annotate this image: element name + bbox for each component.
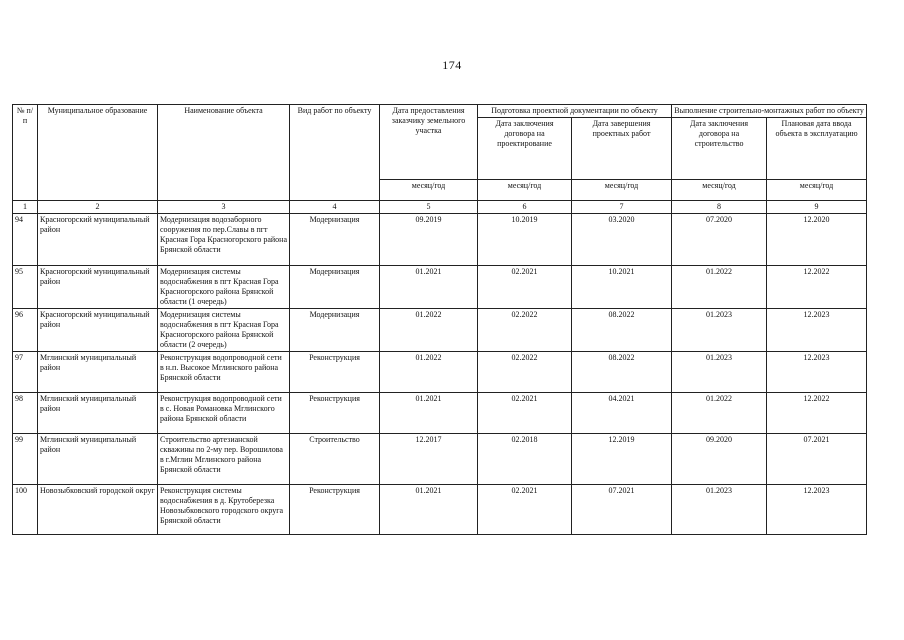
row-design-end: 04.2021 (572, 393, 672, 434)
column-number: 1 (13, 201, 38, 214)
header-municipality: Муниципальное образование (38, 105, 158, 201)
column-number: 6 (478, 201, 572, 214)
row-num: 97 (13, 352, 38, 393)
row-object-name: Модернизация водозаборного сооружения по пер.Славы в пгт Красная Гора Красногорского района Брянской области (158, 214, 290, 266)
unit-label: месяц/год (380, 180, 478, 201)
row-design-end: 12.2019 (572, 434, 672, 485)
row-num: 100 (13, 485, 38, 535)
row-work-type: Модернизация (290, 214, 380, 266)
header-design-end: Дата завершения проектных работ (572, 118, 672, 180)
row-design-end: 08.2022 (572, 352, 672, 393)
row-object-name: Реконструкция водопроводной сети в н.п. Высокое Мглинского района Брянской области (158, 352, 290, 393)
column-numbers-row (13, 201, 867, 214)
row-design-contract: 02.2022 (478, 309, 572, 352)
row-num: 99 (13, 434, 38, 485)
row-municipality: Красногорский муниципальный район (38, 309, 158, 352)
table-row (13, 352, 867, 393)
row-municipality: Красногорский муниципальный район (38, 214, 158, 266)
header-object-name: Наименование объекта (158, 105, 290, 201)
row-land-date: 01.2021 (380, 266, 478, 309)
column-number: 5 (380, 201, 478, 214)
row-work-type: Модернизация (290, 266, 380, 309)
row-commission: 12.2023 (767, 309, 867, 352)
row-num: 96 (13, 309, 38, 352)
row-design-end: 07.2021 (572, 485, 672, 535)
header-build-group: Выполнение строительно-монтажных работ по объекту (672, 105, 867, 118)
row-municipality: Мглинский муниципальный район (38, 434, 158, 485)
row-build-contract: 01.2023 (672, 352, 767, 393)
row-work-type: Реконструкция (290, 393, 380, 434)
row-land-date: 01.2021 (380, 393, 478, 434)
row-commission: 12.2022 (767, 393, 867, 434)
row-municipality: Новозыбковский городской округ (38, 485, 158, 535)
schedule-table (12, 104, 867, 535)
table-row (13, 266, 867, 309)
row-design-end: 08.2022 (572, 309, 672, 352)
row-build-contract: 01.2022 (672, 393, 767, 434)
header-design-group: Подготовка проектной документации по объекту (478, 105, 672, 118)
row-num: 94 (13, 214, 38, 266)
column-number: 4 (290, 201, 380, 214)
row-land-date: 09.2019 (380, 214, 478, 266)
column-number: 3 (158, 201, 290, 214)
row-commission: 07.2021 (767, 434, 867, 485)
row-design-contract: 02.2021 (478, 393, 572, 434)
column-number: 9 (767, 201, 867, 214)
column-number: 8 (672, 201, 767, 214)
header-work-type: Вид работ по объекту (290, 105, 380, 201)
table-row (13, 393, 867, 434)
row-land-date: 01.2022 (380, 352, 478, 393)
row-municipality: Красногорский муниципальный район (38, 266, 158, 309)
row-num: 95 (13, 266, 38, 309)
row-design-end: 10.2021 (572, 266, 672, 309)
table-header (13, 105, 867, 214)
unit-label: месяц/год (767, 180, 867, 201)
row-design-contract: 02.2022 (478, 352, 572, 393)
row-commission: 12.2020 (767, 214, 867, 266)
row-object-name: Строительство артезианской скважины по 2-му пер. Ворошилова в г.Мглин Мглинского района Брянской области (158, 434, 290, 485)
header-design-contract: Дата заключения договора на проектирование (478, 118, 572, 180)
table-row (13, 309, 867, 352)
row-work-type: Строительство (290, 434, 380, 485)
header-num: № п/п (13, 105, 38, 201)
row-design-contract: 02.2021 (478, 266, 572, 309)
table-row (13, 434, 867, 485)
row-land-date: 12.2017 (380, 434, 478, 485)
header-build-contract: Дата заключения договора на строительство (672, 118, 767, 180)
row-work-type: Реконструкция (290, 352, 380, 393)
unit-label: месяц/год (572, 180, 672, 201)
row-build-contract: 01.2023 (672, 485, 767, 535)
row-design-contract: 02.2018 (478, 434, 572, 485)
table-body (13, 214, 867, 535)
column-number: 7 (572, 201, 672, 214)
row-build-contract: 01.2023 (672, 309, 767, 352)
row-object-name: Модернизация системы водоснабжения в пгт Красная Гора Красногорского района Брянской области (1 очередь) (158, 266, 290, 309)
row-commission: 12.2022 (767, 266, 867, 309)
row-object-name: Реконструкция системы водоснабжения в д. Крутоберезка Новозыбковского городского округа Брянской области (158, 485, 290, 535)
row-land-date: 01.2022 (380, 309, 478, 352)
row-num: 98 (13, 393, 38, 434)
unit-label: месяц/год (672, 180, 767, 201)
row-municipality: Мглинский муниципальный район (38, 393, 158, 434)
row-design-contract: 10.2019 (478, 214, 572, 266)
header-land-date: Дата предоставления заказчику земельного участка (380, 105, 478, 180)
row-municipality: Мглинский муниципальный район (38, 352, 158, 393)
table-row (13, 214, 867, 266)
row-object-name: Реконструкция водопроводной сети в с. Новая Романовка Мглинского района Брянской области (158, 393, 290, 434)
header-commission: Плановая дата ввода объекта в эксплуатацию (767, 118, 867, 180)
row-design-end: 03.2020 (572, 214, 672, 266)
row-build-contract: 09.2020 (672, 434, 767, 485)
row-build-contract: 07.2020 (672, 214, 767, 266)
row-build-contract: 01.2022 (672, 266, 767, 309)
row-object-name: Модернизация системы водоснабжения в пгт Красная Гора Красногорского района Брянской области (2 очередь) (158, 309, 290, 352)
page-number: 174 (442, 58, 462, 72)
column-number: 2 (38, 201, 158, 214)
table-row (13, 485, 867, 535)
unit-label: месяц/год (478, 180, 572, 201)
row-work-type: Реконструкция (290, 485, 380, 535)
row-commission: 12.2023 (767, 485, 867, 535)
row-work-type: Модернизация (290, 309, 380, 352)
row-design-contract: 02.2021 (478, 485, 572, 535)
row-land-date: 01.2021 (380, 485, 478, 535)
row-commission: 12.2023 (767, 352, 867, 393)
